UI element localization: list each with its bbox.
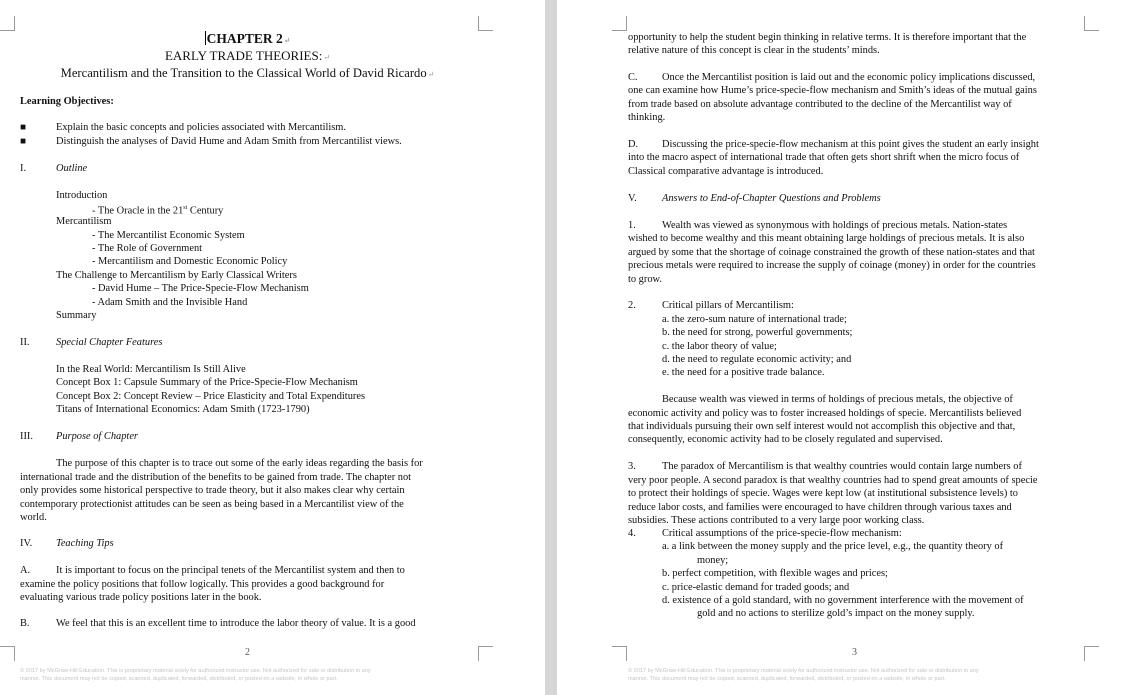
paragraph-line[interactable]: The purpose of this chapter is to trace out some of the early ideas regarding the basis for bbox=[56, 458, 423, 469]
section-heading-outline[interactable]: Outline bbox=[56, 163, 88, 174]
paragraph-line[interactable]: Once the Mercantilist position is laid out and the economic policy implications discussed, bbox=[662, 72, 1036, 83]
feature-item[interactable]: Concept Box 1: Capsule Summary of the Price-Specie-Flow Mechanism bbox=[56, 377, 358, 388]
crop-mark bbox=[1084, 646, 1099, 661]
paragraph-line[interactable]: We feel that this is an excellent time to introduce the labor theory of value. It is a good bbox=[56, 618, 416, 629]
section-number: IV. bbox=[20, 538, 33, 549]
list-item[interactable]: c. the labor theory of value; bbox=[662, 341, 777, 352]
crop-mark bbox=[1084, 16, 1099, 31]
list-letter: D. bbox=[628, 139, 639, 150]
list-item[interactable]: d. existence of a gold standard, with no government interference with the movement of bbox=[662, 595, 1024, 606]
paragraph-line[interactable]: precious metals were required to increase the supply of coinage (money) in order for the countries bbox=[628, 260, 1036, 271]
page-number: 3 bbox=[852, 647, 857, 658]
outline-subitem[interactable]: - The Role of Government bbox=[92, 243, 203, 254]
paragraph-line[interactable]: economic activity and policy was to foster increased holdings of specie. Mercantilists believed bbox=[628, 408, 1022, 419]
section-number: III. bbox=[20, 431, 33, 442]
feature-item[interactable]: Titans of International Economics: Adam Smith (1723-1790) bbox=[56, 404, 310, 415]
list-item[interactable]: b. the need for strong, powerful governments; bbox=[662, 327, 853, 338]
paragraph-line[interactable]: Wealth was viewed as synonymous with holdings of precious metals. Nation-states bbox=[662, 220, 1008, 231]
outline-subitem[interactable]: - The Mercantilist Economic System bbox=[92, 230, 245, 241]
answer-number: 2. bbox=[628, 300, 636, 311]
crop-mark bbox=[612, 646, 627, 661]
copyright-footer: © 2017 by McGraw-Hill Education. This is proprietary material solely for authorized instructor use. Not authorized for sale or distribution in any bbox=[20, 668, 371, 674]
paragraph-line[interactable]: argued by some that the shortage of coinage constrained the growth of these nation-states and that bbox=[628, 247, 1035, 258]
paragraph-line[interactable]: subsidies. These actions contributed to a very large poor working class. bbox=[628, 515, 925, 526]
copyright-footer: manner. This document may not be copied, scanned, duplicated, forwarded, distributed, or posted on a website, in whole or part. bbox=[20, 676, 338, 682]
paragraph-line[interactable]: opportunity to help the student begin thinking in relative terms. It is therefore important that the bbox=[628, 32, 1027, 43]
list-item[interactable]: a. the zero-sum nature of international trade; bbox=[662, 314, 847, 325]
paragraph-line[interactable]: only provides some historical perspective to trade theory, but it also makes clear why certain bbox=[20, 485, 405, 496]
paragraph-line[interactable]: consequently, economic activity had to be closely regulated and supervised. bbox=[628, 434, 943, 445]
feature-item[interactable]: Concept Box 2: Concept Review – Price Elasticity and Total Expenditures bbox=[56, 391, 366, 402]
learning-objectives-heading[interactable]: Learning Objectives: bbox=[20, 96, 114, 107]
outline-subitem[interactable]: - Adam Smith and the Invisible Hand bbox=[92, 297, 248, 308]
objective-item[interactable]: Explain the basic concepts and policies associated with Mercantilism. bbox=[56, 122, 346, 133]
outline-item[interactable]: Summary bbox=[56, 310, 97, 321]
crop-mark bbox=[0, 16, 15, 31]
paragraph-line[interactable]: one can examine how Hume’s price-specie-flow mechanism and Smith’s ideas of the mutual gains bbox=[628, 85, 1037, 96]
list-item[interactable]: c. price-elastic demand for traded goods; and bbox=[662, 582, 850, 593]
outline-subitem[interactable]: - Mercantilism and Domestic Economic Policy bbox=[92, 256, 288, 267]
bullet-icon: ■ bbox=[20, 136, 27, 147]
list-item[interactable]: a. a link between the money supply and the price level, e.g., the quantity theory of bbox=[662, 541, 1004, 552]
feature-item[interactable]: In the Real World: Mercantilism Is Still Alive bbox=[56, 364, 246, 375]
answer-number: 1. bbox=[628, 220, 636, 231]
paragraph-line[interactable]: international trade and the distribution of the benefits to be gained from trade. The chapter not bbox=[20, 472, 412, 483]
outline-item[interactable]: Mercantilism bbox=[56, 216, 112, 227]
copyright-footer: manner. This document may not be copied, scanned, duplicated, forwarded, distributed, or posted on a website, in whole or part. bbox=[628, 676, 946, 682]
outline-item[interactable]: The Challenge to Mercantilism by Early Classical Writers bbox=[56, 270, 297, 281]
paragraph-line[interactable]: to protect their holdings of specie. Wages were kept low (at institutional subsistence levels) to bbox=[628, 488, 1018, 499]
text-cursor bbox=[205, 31, 206, 45]
list-letter: B. bbox=[20, 618, 30, 629]
document-page-3[interactable] bbox=[557, 0, 1130, 695]
page-number: 2 bbox=[245, 647, 250, 658]
paragraph-line[interactable]: reduce labor costs, and families were encouraged to have children through various taxes and bbox=[628, 502, 1012, 513]
copyright-footer: © 2017 by McGraw-Hill Education. This is proprietary material solely for authorized instructor use. Not authorized for sale or distribution in any bbox=[628, 668, 979, 674]
section-number: I. bbox=[20, 163, 27, 174]
crop-mark bbox=[0, 646, 15, 661]
section-number: II. bbox=[20, 337, 30, 348]
list-item[interactable]: b. perfect competition, with flexible wages and prices; bbox=[662, 568, 888, 579]
chapter-subtitle[interactable]: EARLY TRADE THEORIES:↵ bbox=[164, 48, 331, 63]
section-heading-tips[interactable]: Teaching Tips bbox=[56, 538, 114, 549]
paragraph-line[interactable]: Classical comparative advantage is introduced. bbox=[628, 166, 824, 177]
list-item[interactable]: e. the need for a positive trade balance. bbox=[662, 367, 825, 378]
paragraph-line[interactable]: relative nature of this concept is clear in the students’ minds. bbox=[628, 45, 880, 56]
crop-mark bbox=[478, 16, 493, 31]
paragraph-line[interactable]: into the macro aspect of international trade that often gets short shrift when the micro focus of bbox=[628, 152, 1020, 163]
paragraph-line[interactable]: Discussing the price-specie-flow mechanism at this point gives the student an early insight bbox=[662, 139, 1039, 150]
paragraph-line[interactable]: wished to become wealthy and this meant obtaining large holdings of precious metals. It is also bbox=[628, 233, 1025, 244]
paragraph-line[interactable]: thinking. bbox=[628, 112, 666, 123]
bullet-icon: ■ bbox=[20, 122, 27, 133]
outline-subitem[interactable]: - David Hume – The Price-Specie-Flow Mechanism bbox=[92, 283, 309, 294]
answer-number: 4. bbox=[628, 528, 636, 539]
paragraph-line[interactable]: examine the policy positions that follow logically. This provides a good background for bbox=[20, 579, 385, 590]
paragraph-line[interactable]: very poor people. A second paradox is that wealthy countries had to spend great amounts of specie bbox=[628, 475, 1038, 486]
paragraph-line[interactable]: to grow. bbox=[628, 274, 662, 285]
section-heading-features[interactable]: Special Chapter Features bbox=[56, 337, 163, 348]
paragraph-line[interactable]: contemporary protectionist attitudes can be seen as being based in a Mercantilist view of the bbox=[20, 499, 404, 510]
outline-item[interactable]: Introduction bbox=[56, 190, 108, 201]
paragraph-line[interactable]: from trade based on absolute advantage contributed to the decline of the Mercantilist way of bbox=[628, 99, 1012, 110]
section-heading-purpose[interactable]: Purpose of Chapter bbox=[56, 431, 138, 442]
objective-item[interactable]: Distinguish the analyses of David Hume and Adam Smith from Mercantilist views. bbox=[56, 136, 402, 147]
list-item-continuation[interactable]: gold and no actions to sterilize gold’s impact on the money supply. bbox=[697, 608, 975, 619]
section-heading-answers[interactable]: Answers to End-of-Chapter Questions and Problems bbox=[662, 193, 881, 204]
list-item[interactable]: d. the need to regulate economic activity; and bbox=[662, 354, 852, 365]
list-item-continuation[interactable]: money; bbox=[697, 555, 729, 566]
paragraph-line[interactable]: The paradox of Mercantilism is that wealthy countries would contain large numbers of bbox=[662, 461, 1022, 472]
crop-mark bbox=[478, 646, 493, 661]
paragraph-line[interactable]: Because wealth was viewed in terms of holdings of precious metals, the objective of bbox=[662, 394, 1013, 405]
list-letter: A. bbox=[20, 565, 31, 576]
crop-mark bbox=[612, 16, 627, 31]
chapter-subtitle-2[interactable]: Mercantilism and the Transition to the Classical World of David Ricardo↵ bbox=[60, 66, 435, 80]
paragraph-line[interactable]: that individuals pursuing their own self interest would not accomplish this objective and that, bbox=[628, 421, 1016, 432]
outline-subitem[interactable]: - The Oracle in the 21st Century bbox=[92, 205, 224, 217]
paragraph-line[interactable]: Critical assumptions of the price-specie-flow mechanism: bbox=[662, 528, 902, 539]
paragraph-line[interactable]: It is important to focus on the principal tenets of the Mercantilist system and then to bbox=[56, 565, 405, 576]
document-page-2[interactable] bbox=[0, 0, 545, 695]
paragraph-line[interactable]: world. bbox=[20, 512, 47, 523]
list-letter: C. bbox=[628, 72, 638, 83]
paragraph-line[interactable]: evaluating various trade policy positions later in the book. bbox=[20, 592, 262, 603]
paragraph-line[interactable]: Critical pillars of Mercantilism: bbox=[662, 300, 794, 311]
page-gap bbox=[545, 0, 557, 695]
chapter-title[interactable]: CHAPTER 2↵ bbox=[206, 31, 291, 46]
section-number: V. bbox=[628, 193, 637, 204]
answer-number: 3. bbox=[628, 461, 636, 472]
